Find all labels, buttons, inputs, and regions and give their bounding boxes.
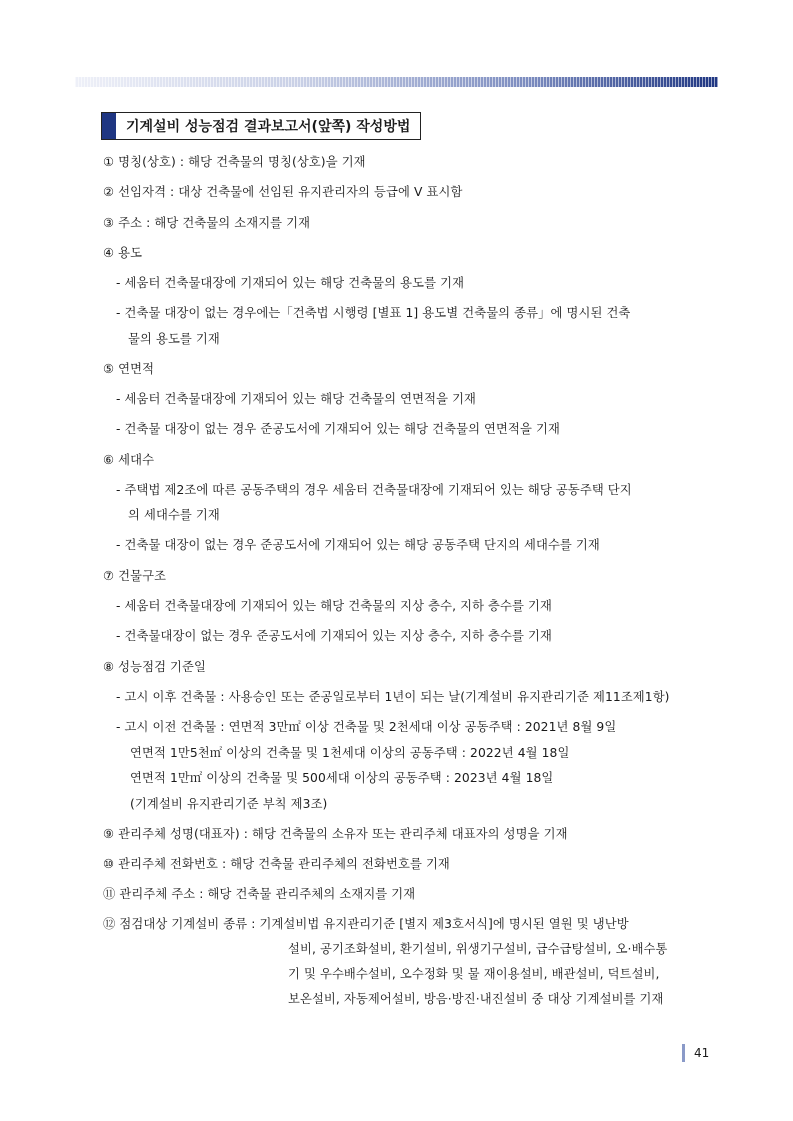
item-6-households: ⑥ 세대수	[103, 453, 155, 467]
item-3-address: ③ 주소 : 해당 건축물의 소재지를 기재	[103, 216, 311, 230]
header-gradient-bar	[75, 77, 718, 87]
section-title-box	[101, 112, 421, 140]
item-12-cont-2: 기 및 우수배수설비, 오수정화 및 물 재이용설비, 배관설비, 덕트설비,	[288, 967, 660, 981]
item-4-sub-2-cont: 물의 용도를 기재	[128, 332, 220, 346]
item-6-sub-1: - 주택법 제2조에 따른 공동주택의 경우 세움터 건축물대장에 기재되어 있는 해당 공동주택 단지	[116, 483, 632, 497]
item-2-qualification: ② 선임자격 : 대상 건축물에 선임된 유지관리자의 등급에 V 표시함	[103, 185, 463, 199]
item-8-inspection-date: ⑧ 성능점검 기준일	[103, 660, 206, 674]
item-7-sub-1: - 세움터 건축물대장에 기재되어 있는 해당 건축물의 지상 층수, 지하 층수를 기재	[116, 599, 552, 613]
item-1-name: ① 명칭(상호) : 해당 건축물의 명칭(상호)을 기재	[103, 155, 366, 169]
item-8-sub-2-line-3: 연면적 1만㎡ 이상의 건축물 및 500세대 이상의 공동주택 : 2023년 4월 18일	[130, 771, 554, 785]
item-8-sub-2: - 고시 이전 건축물 : 연면적 3만㎡ 이상 건축물 및 2천세대 이상 공동주택 : 2021년 8월 9일	[116, 720, 617, 734]
page-number-bar	[682, 1044, 685, 1062]
item-11-owner-address: ⑪ 관리주체 주소 : 해당 건축물 관리주체의 소재지를 기재	[103, 887, 416, 901]
item-4-sub-1: - 세움터 건축물대장에 기재되어 있는 해당 건축물의 용도를 기재	[116, 276, 465, 290]
item-8-sub-2-line-2: 연면적 1만5천㎡ 이상의 건축물 및 1천세대 이상의 공동주택 : 2022년 4월 18일	[130, 746, 570, 760]
item-5-sub-2: - 건축물 대장이 없는 경우 준공도서에 기재되어 있는 해당 건축물의 연면적을 기재	[116, 422, 560, 436]
item-6-sub-1-cont: 의 세대수를 기재	[128, 508, 220, 522]
item-4-sub-2: - 건축물 대장이 없는 경우에는「건축법 시행령 [별표 1] 용도별 건축물의 종류」에 명시된 건축	[116, 306, 631, 320]
item-6-sub-2: - 건축물 대장이 없는 경우 준공도서에 기재되어 있는 해당 공동주택 단지의 세대수를 기재	[116, 538, 600, 552]
item-8-sub-1: - 고시 이후 건축물 : 사용승인 또는 준공일로부터 1년이 되는 날(기계설비 유지관리기준 제11조제1항)	[116, 690, 670, 704]
item-9-owner-name: ⑨ 관리주체 성명(대표자) : 해당 건축물의 소유자 또는 관리주체 대표자의 성명을 기재	[103, 827, 568, 841]
item-4-usage: ④ 용도	[103, 246, 143, 260]
title-marker	[102, 113, 116, 139]
item-12-cont-3: 보온설비, 자동제어설비, 방음·방진·내진설비 중 대상 기계설비를 기재	[288, 992, 664, 1006]
item-5-floor-area: ⑤ 연면적	[103, 362, 155, 376]
item-12-equipment-types: ⑫ 점검대상 기계설비 종류 : 기계설비법 유지관리기준 [별지 제3호서식]에 명시된 열원 및 냉난방	[103, 917, 629, 931]
page-number: 41	[694, 1046, 710, 1060]
item-7-structure: ⑦ 건물구조	[103, 569, 167, 583]
item-10-phone: ⑩ 관리주체 전화번호 : 해당 건축물 관리주체의 전화번호를 기재	[103, 857, 450, 871]
item-8-sub-2-reference: (기계설비 유지관리기준 부칙 제3조)	[130, 797, 328, 811]
item-12-cont-1: 설비, 공기조화설비, 환기설비, 위생기구설비, 급수급탕설비, 오·배수통	[288, 942, 668, 956]
section-title: 기계설비 성능점검 결과보고서(앞쪽) 작성방법	[126, 119, 411, 135]
item-7-sub-2: - 건축물대장이 없는 경우 준공도서에 기재되어 있는 지상 층수, 지하 층수를 기재	[116, 629, 552, 643]
item-5-sub-1: - 세움터 건축물대장에 기재되어 있는 해당 건축물의 연면적을 기재	[116, 392, 477, 406]
